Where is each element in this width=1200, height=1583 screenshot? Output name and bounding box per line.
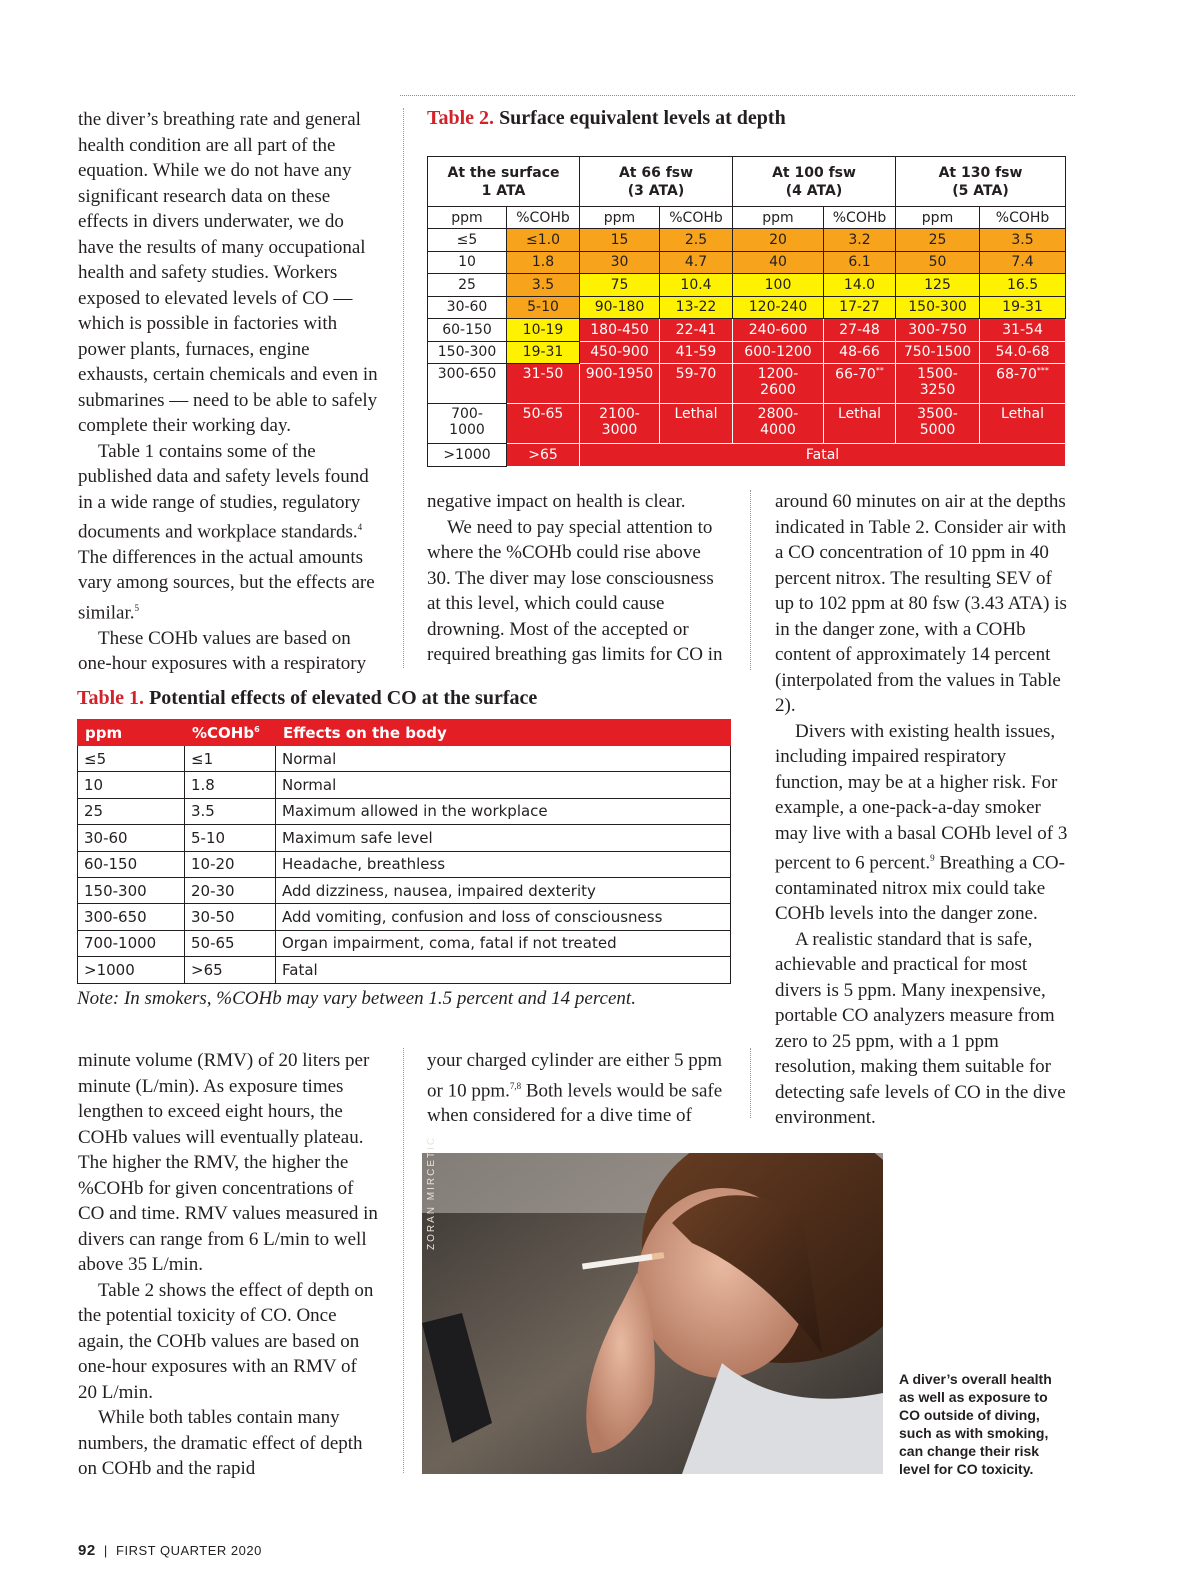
cell: 50-65 [185, 930, 276, 956]
cell: 25 [428, 274, 507, 297]
cell: 60-150 [428, 319, 507, 342]
table-row [78, 772, 731, 798]
table-2-sub-header-row [428, 207, 1066, 229]
table-row [428, 296, 1066, 319]
cell: 10-19 [507, 319, 580, 342]
paragraph: the diver’s breathing rate and general health condition are all part of the equation. While we do not have any significant research data on these effects in divers underwater, we do have the results of many occupational health and safety studies. Workers exposed to elevated levels of CO — which is possible in factories with power plants, furnaces, engine exhausts, certain chemicals and even in submarines — need to be able to safely complete their working day. [78, 109, 378, 436]
table-row [78, 957, 731, 983]
paragraph: A realistic standard that is safe, achievable and practical for most divers is 5 ppm. Many inexpensive, portable CO analyzers measure from zero to 25 ppm, with a 1 ppm resolution, making them suitable for detecting safe levels of CO in the dive environment. [775, 928, 1066, 1129]
cell: 20 [733, 229, 824, 252]
cell: 16.5 [980, 274, 1066, 297]
cell: 100 [733, 274, 824, 297]
paragraph: These COHb values are based on one-hour exposures with a respiratory [78, 627, 367, 675]
table-row [78, 877, 731, 903]
table-2-group-row [428, 157, 1066, 207]
cell: >65 [507, 444, 580, 467]
cell: Add vomiting, confusion and loss of consciousness [276, 904, 731, 930]
group-header: At the surface 1 ATA [428, 157, 580, 207]
cell: Organ impairment, coma, fatal if not treated [276, 930, 731, 956]
cell: 54.0-68 [980, 341, 1066, 364]
cell: 2100- 3000 [580, 404, 660, 444]
cell: Normal [276, 772, 731, 798]
column-2-mid-text [427, 489, 727, 668]
cell: 1.8 [507, 251, 580, 274]
cell: Maximum safe level [276, 825, 731, 851]
cell: 90-180 [580, 296, 660, 319]
cell: 10 [78, 772, 185, 798]
cell: Fatal [580, 444, 1066, 467]
cell: Fatal [276, 957, 731, 983]
cell: 3.5 [980, 229, 1066, 252]
cell: 50 [896, 251, 980, 274]
cell: 150-300 [896, 296, 980, 319]
cell: 75 [580, 274, 660, 297]
cell: Add dizziness, nausea, impaired dexterity [276, 877, 731, 903]
col-header: ppm [78, 720, 185, 746]
cell: 59-70 [660, 364, 733, 404]
table-1-header-row [78, 720, 731, 746]
cell: 700-1000 [78, 930, 185, 956]
table-row [428, 404, 1066, 444]
cell: 3.5 [185, 798, 276, 824]
column-1-top-text [78, 107, 378, 677]
cell: 1500- 3250 [896, 364, 980, 404]
smoker-photo [422, 1135, 883, 1474]
paragraph: around 60 minutes on air at the depths indicated in Table 2. Consider air with a CO concentration of 10 ppm in 40 percent nitrox. The resulting SEV of up to 102 ppm at 80 fsw (3.43 ATA) is in the danger zone, with a COHb content of approximately 14 percent (interpolated from the values in Table 2). [775, 491, 1067, 716]
col-header: ppm [896, 207, 980, 229]
col-header: %COHb [660, 207, 733, 229]
cell: 15 [580, 229, 660, 252]
cell: 150-300 [78, 877, 185, 903]
cell: 19-31 [507, 341, 580, 364]
cell: 150-300 [428, 341, 507, 364]
paragraph: Table 1 contains some of the published data and safety levels found in a wide range of studies, regulatory documents and workplace standards.$^4$ The differences in the actual amounts vary among sources, but the effects are similar.$^5$ [78, 440, 375, 624]
cell: 31-54 [980, 319, 1066, 342]
cell: Lethal [824, 404, 896, 444]
cell: 240-600 [733, 319, 824, 342]
column-1-bottom-text [78, 1048, 378, 1482]
table-row [78, 904, 731, 930]
cell: 10.4 [660, 274, 733, 297]
paragraph: negative impact on health is clear. [427, 491, 686, 512]
cell: 30 [580, 251, 660, 274]
column-divider [750, 1048, 751, 1118]
col-header: %COHb [824, 207, 896, 229]
table-row [78, 798, 731, 824]
cell: 1200- 2600 [733, 364, 824, 404]
page-number: 92 [78, 1542, 96, 1559]
table-1-note: Note: In smokers, %COHb may vary between 1.5 percent and 14 percent. [77, 988, 636, 1009]
col-header: ppm [733, 207, 824, 229]
cell: >1000 [428, 444, 507, 467]
cell: 22-41 [660, 319, 733, 342]
cell: 41-59 [660, 341, 733, 364]
cell: 30-60 [78, 825, 185, 851]
column-divider [750, 490, 751, 670]
group-header: At 130 fsw (5 ATA) [896, 157, 1066, 207]
cell: 300-650 [78, 904, 185, 930]
column-divider [403, 1048, 404, 1473]
col-header: %COHb$^6$ [185, 720, 276, 746]
column-divider [403, 108, 404, 668]
footer-separator: | [103, 1543, 108, 1558]
col-header: ppm [580, 207, 660, 229]
cell: 48-66 [824, 341, 896, 364]
col-header: ppm [428, 207, 507, 229]
cell: 125 [896, 274, 980, 297]
cell: 750-1500 [896, 341, 980, 364]
cell: 3.5 [507, 274, 580, 297]
cell: 27-48 [824, 319, 896, 342]
cell: 10 [428, 251, 507, 274]
cell: 7.4 [980, 251, 1066, 274]
cell: >65 [185, 957, 276, 983]
cell: 5-10 [185, 825, 276, 851]
cell: 40 [733, 251, 824, 274]
cell: 3.2 [824, 229, 896, 252]
cell: 600-1200 [733, 341, 824, 364]
cell: 900-1950 [580, 364, 660, 404]
table-row [428, 319, 1066, 342]
cell: 68-70*** [980, 364, 1066, 404]
table-row [428, 274, 1066, 297]
paragraph: Table 2 shows the effect of depth on the potential toxicity of CO. Once again, the COHb values are based on one-hour exposures with an RMV of 20 L/min. [78, 1279, 374, 1403]
cell: 25 [896, 229, 980, 252]
cell: 1.8 [185, 772, 276, 798]
cell: 6.1 [824, 251, 896, 274]
cell: 17-27 [824, 296, 896, 319]
table-row [428, 229, 1066, 252]
cell: 60-150 [78, 851, 185, 877]
cell: Lethal [660, 404, 733, 444]
cell: 4.7 [660, 251, 733, 274]
cell: 19-31 [980, 296, 1066, 319]
cell: 13-22 [660, 296, 733, 319]
table-2-title: Table 2. Surface equivalent levels at depth [427, 107, 786, 129]
cell: >1000 [78, 957, 185, 983]
group-header: At 100 fsw (4 ATA) [733, 157, 896, 207]
cell: Lethal [980, 404, 1066, 444]
table-row [428, 444, 1066, 467]
column-3-text [775, 489, 1075, 1131]
cell: ≤5 [78, 746, 185, 772]
column-2-bottom-text [427, 1048, 727, 1129]
cell: 50-65 [507, 404, 580, 444]
cell: 300-750 [896, 319, 980, 342]
table-row [428, 341, 1066, 364]
col-header: %COHb [980, 207, 1066, 229]
cell: 3500- 5000 [896, 404, 980, 444]
cell: 300-650 [428, 364, 507, 404]
cell: 66-70** [824, 364, 896, 404]
cell: 30-50 [185, 904, 276, 930]
issue-label: FIRST QUARTER 2020 [116, 1543, 262, 1558]
cell: ≤1.0 [507, 229, 580, 252]
table-1-title: Table 1. Potential effects of elevated CO at the surface [77, 687, 538, 709]
cell: 700- 1000 [428, 404, 507, 444]
cell: 14.0 [824, 274, 896, 297]
cell: 2800- 4000 [733, 404, 824, 444]
cell: 31-50 [507, 364, 580, 404]
cell: 450-900 [580, 341, 660, 364]
group-header: At 66 fsw (3 ATA) [580, 157, 733, 207]
cell: Maximum allowed in the workplace [276, 798, 731, 824]
table-row [78, 825, 731, 851]
cell: 10-20 [185, 851, 276, 877]
table-1 [77, 719, 731, 984]
cell: Headache, breathless [276, 851, 731, 877]
paragraph: your charged cylinder are either 5 ppm or 10 ppm.$^{7,8}$ Both levels would be safe when considered for a dive time of [427, 1050, 723, 1127]
cell: 25 [78, 798, 185, 824]
col-header: Effects on the body [276, 720, 731, 746]
paragraph: minute volume (RMV) of 20 liters per minute (L/min). As exposure times lengthen to exceed eight hours, the COHb values will eventually plateau. The higher the RMV, the higher the %COHb for given concentrations of CO and time. RMV values measured in divers can range from 6 L/min to well above 35 L/min. [78, 1050, 378, 1275]
paragraph: While both tables contain many numbers, the dramatic effect of depth on COHb and the rapid [78, 1407, 363, 1479]
table-row [78, 930, 731, 956]
cell: 2.5 [660, 229, 733, 252]
photo-caption: A diver’s overall health as well as exposure to CO outside of diving, such as with smoking, can change their risk level for CO toxicity. [899, 1371, 1052, 1477]
cell: 120-240 [733, 296, 824, 319]
cell: 30-60 [428, 296, 507, 319]
table-row [428, 364, 1066, 404]
table-row [428, 251, 1066, 274]
paragraph: Divers with existing health issues, including impaired respiratory function, may be at a higher risk. For example, a one-pack-a-day smoker may live with a basal COHb level of 3 percent to 6 percent.$^9$ Breathing a CO-contaminated nitrox mix could take COHb levels into the danger zone. [775, 720, 1068, 925]
cell: ≤1 [185, 746, 276, 772]
table-row [78, 746, 731, 772]
page-footer [78, 1542, 262, 1559]
photo-credit: ZORAN MIRCETIC [426, 1135, 437, 1250]
cell: Normal [276, 746, 731, 772]
col-header: %COHb [507, 207, 580, 229]
cell: 180-450 [580, 319, 660, 342]
paragraph: We need to pay special attention to where the %COHb could rise above 30. The diver may lose consciousness at this level, which could cause drowning. Most of the accepted or required breathing gas limits for CO in [427, 516, 723, 665]
cell: ≤5 [428, 229, 507, 252]
cell: 20-30 [185, 877, 276, 903]
top-dotted-rule [400, 95, 1075, 96]
cell: 5-10 [507, 296, 580, 319]
table-2 [427, 156, 1066, 467]
table-row [78, 851, 731, 877]
